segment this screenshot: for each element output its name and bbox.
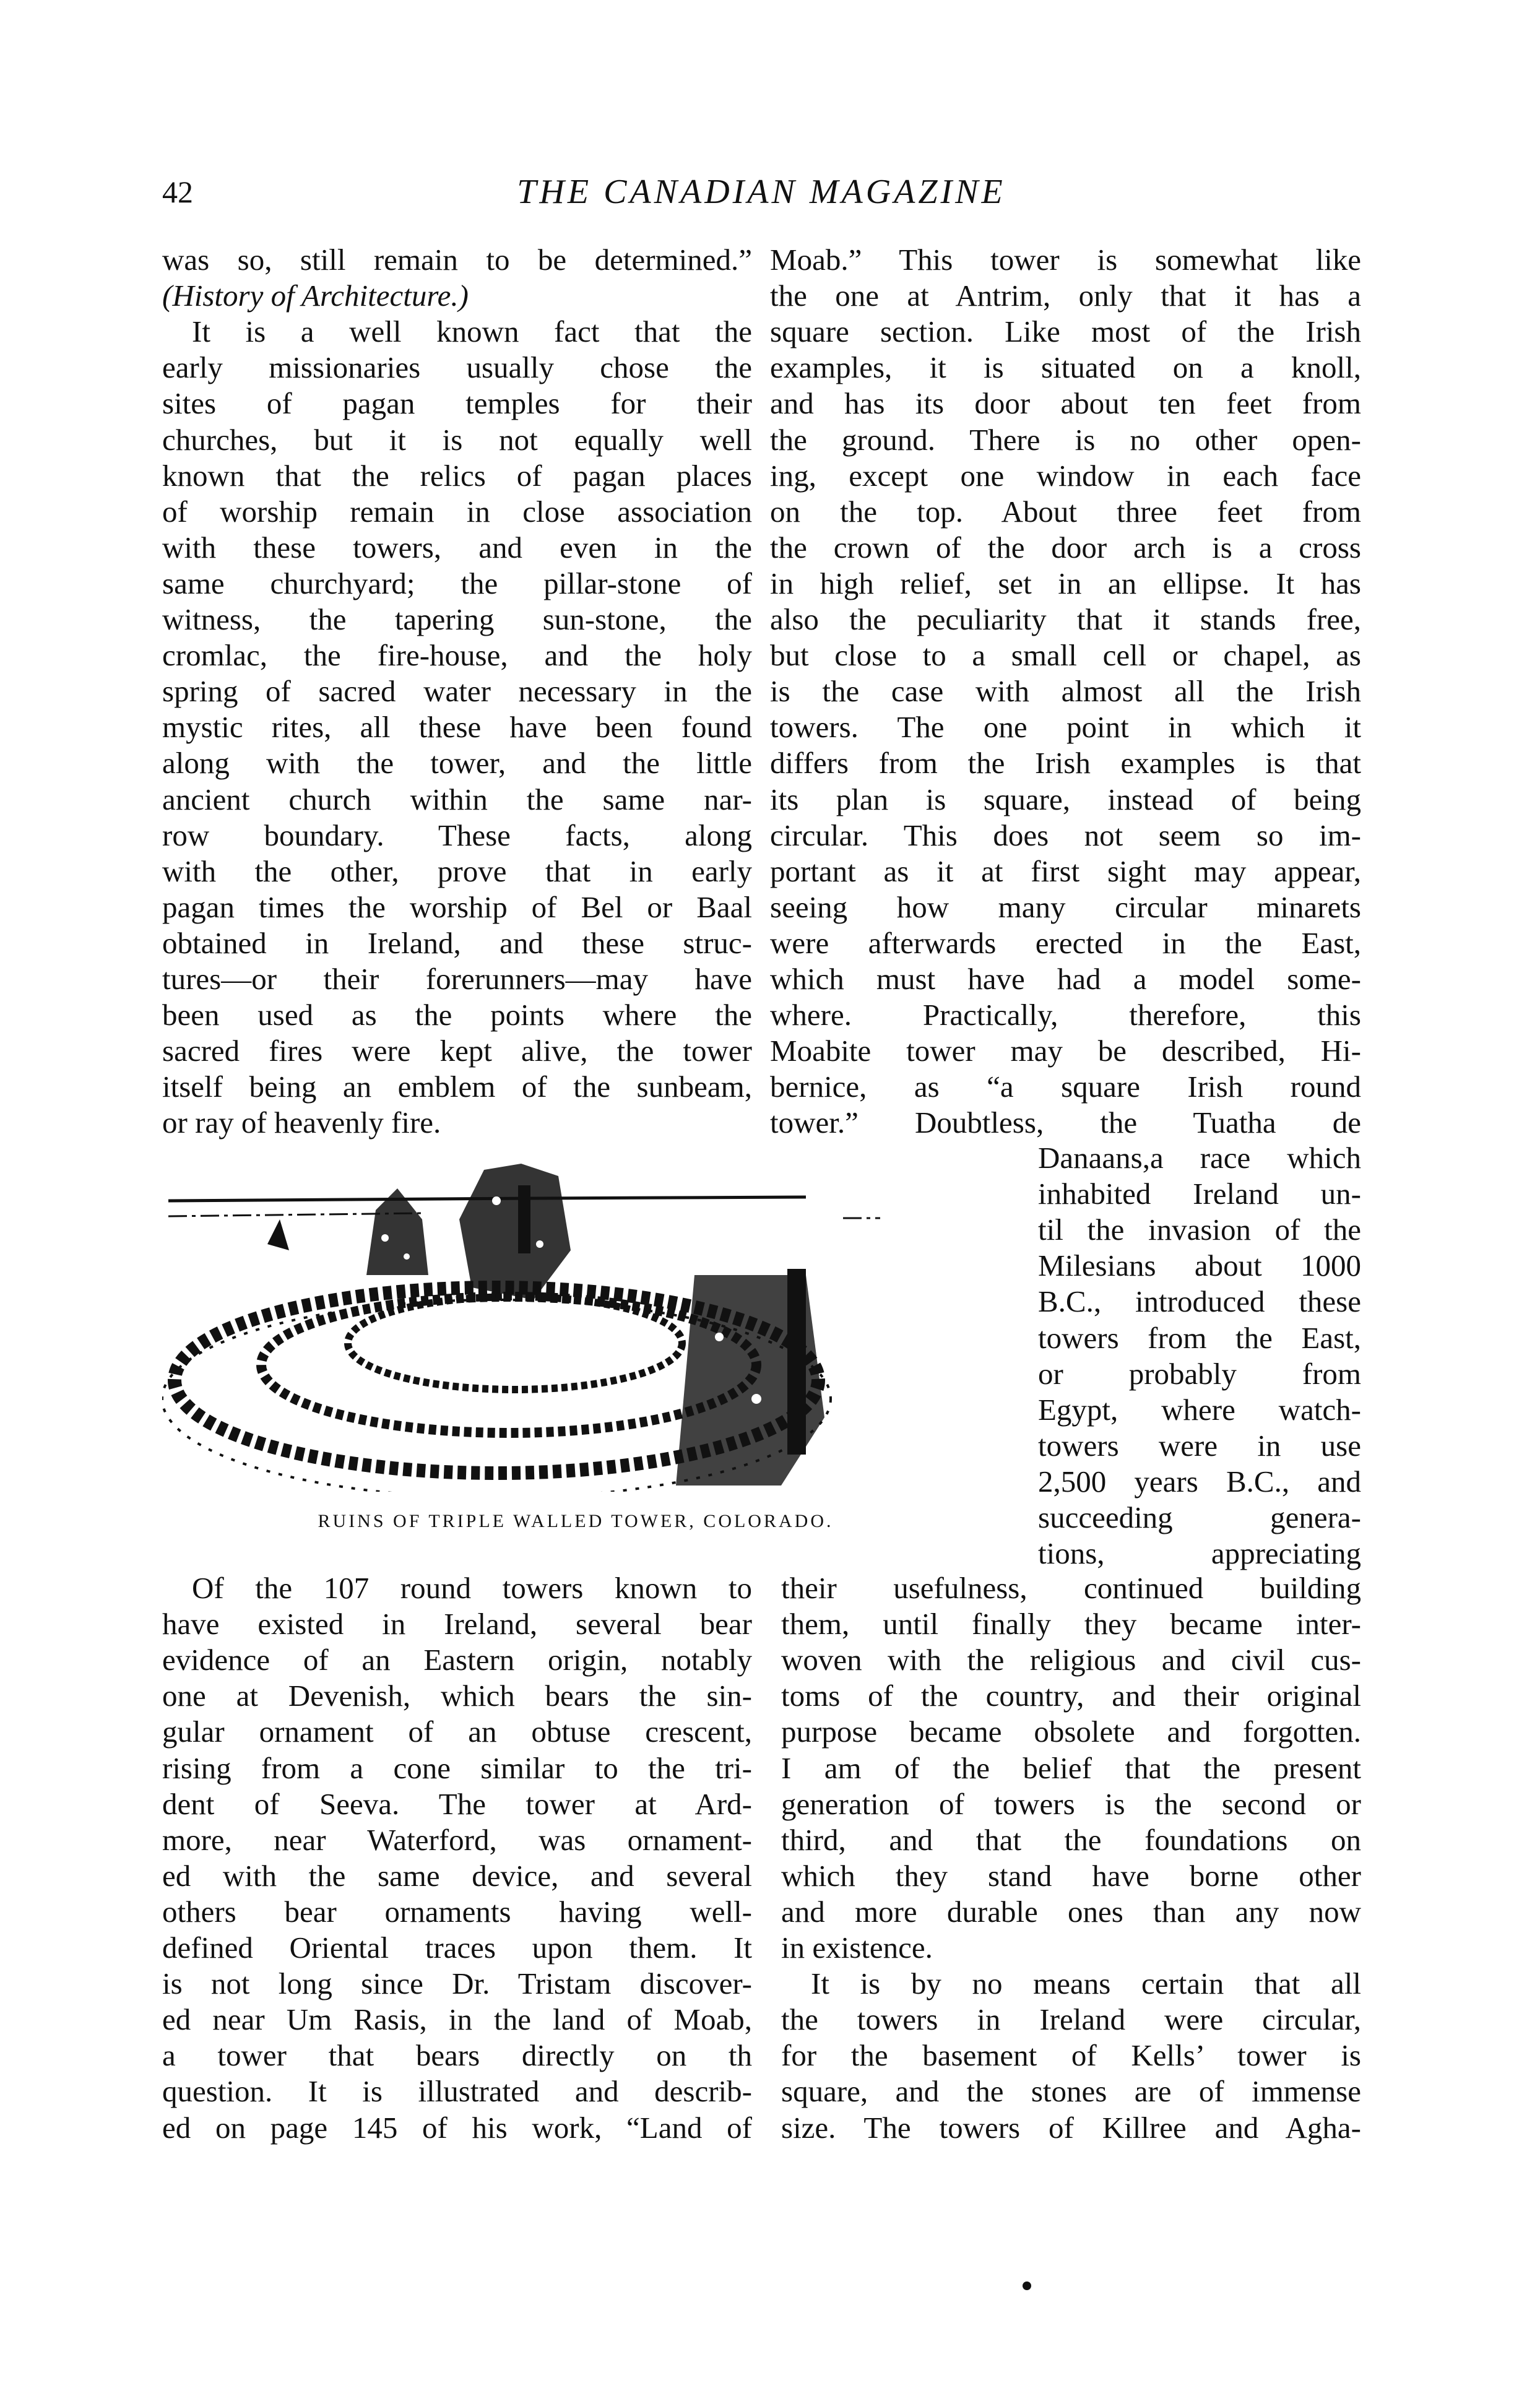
text-line: the ground. There is no other open- (770, 422, 1361, 457)
text-line: ancient church within the same nar- (162, 782, 752, 816)
text-line: the towers in Ireland were circular, (781, 2002, 1361, 2037)
text-line: is the case with almost all the Irish (770, 674, 1361, 709)
text-line: others bear ornaments having well- (162, 1894, 752, 1929)
text-line: its plan is square, instead of being (770, 782, 1361, 816)
text-line: been used as the points where the (162, 998, 752, 1032)
text-line: inhabited Ireland un- (1038, 1177, 1361, 1211)
text-line: where. Practically, therefore, this (770, 998, 1361, 1032)
text-line: Danaans,a race which (1038, 1141, 1361, 1175)
text-line: defined Oriental traces upon them. It (162, 1931, 752, 1965)
text-line: Egypt, where watch- (1038, 1392, 1361, 1427)
text-line: sacred fires were kept alive, the tower (162, 1034, 752, 1068)
text-line: row boundary. These facts, along (162, 818, 752, 852)
text-line: were afterwards erected in the East, (770, 925, 1361, 960)
text-line: evidence of an Eastern origin, notably (162, 1643, 752, 1677)
text-line: (History of Architecture.) (162, 279, 469, 313)
text-line: 2,500 years B.C., and (1038, 1464, 1361, 1499)
text-line: obtained in Ireland, and these struc- (162, 925, 752, 960)
text-line: generation of towers is the second or (781, 1786, 1361, 1821)
text-line: I am of the belief that the present (781, 1750, 1361, 1785)
text-line: towers were in use (1038, 1428, 1361, 1463)
page-number: 42 (162, 175, 193, 209)
text-line: question. It is illustrated and describ- (162, 2074, 752, 2109)
text-line: with the other, prove that in early (162, 854, 752, 888)
text-line: towers. The one point in which it (770, 710, 1361, 745)
text-line: tions, appreciating (1038, 1536, 1361, 1571)
text-line: which must have had a model some- (770, 962, 1361, 996)
text-line: circular. This does not seem so im- (770, 818, 1361, 852)
text-line: toms of the country, and their original (781, 1679, 1361, 1713)
figure-caption: RUINS OF TRIPLE WALLED TOWER, COLORADO. (318, 1511, 834, 1531)
text-line: on the top. About three feet from (770, 494, 1361, 529)
text-line: one at Devenish, which bears the sin- (162, 1679, 752, 1713)
text-line: tures—or their forerunners—may have (162, 962, 752, 996)
text-line: purpose became obsolete and forgotten. (781, 1715, 1361, 1749)
text-line: with these towers, and even in the (162, 530, 752, 564)
text-line: ing, except one window in each face (770, 458, 1361, 493)
text-line: for the basement of Kells’ tower is (781, 2038, 1361, 2073)
text-line: the crown of the door arch is a cross (770, 530, 1361, 564)
text-line: tower.” Doubtless, the Tuatha de (770, 1105, 1361, 1140)
text-line: dent of Seeva. The tower at Ard- (162, 1786, 752, 1821)
text-line: ed with the same device, and several (162, 1858, 752, 1893)
tower-ruins-illustration (162, 1151, 1029, 1492)
text-line: third, and that the foundations on (781, 1822, 1361, 1857)
text-line: known that the relics of pagan places (162, 458, 752, 493)
text-line: sites of pagan temples for their (162, 386, 752, 421)
text-line: ed on page 145 of his work, “Land of (162, 2110, 752, 2145)
text-line: or ray of heavenly fire. (162, 1105, 441, 1140)
text-line: ed near Um Rasis, in the land of Moab, (162, 2002, 752, 2037)
text-line: B.C., introduced these (1038, 1284, 1361, 1319)
text-line: pagan times the worship of Bel or Baal (162, 889, 752, 924)
text-line: itself being an emblem of the sunbeam, (162, 1070, 752, 1104)
text-line: and more durable ones than any now (781, 1894, 1361, 1929)
text-line: of worship remain in close association (162, 494, 752, 529)
text-line: It is by no means certain that all (811, 1966, 1361, 2001)
text-line: their usefulness, continued building (781, 1571, 1361, 1605)
text-line: differs from the Irish examples is that (770, 746, 1361, 781)
text-line: along with the tower, and the little (162, 746, 752, 781)
text-line: rising from a cone similar to the tri- (162, 1750, 752, 1785)
text-line: was so, still remain to be determined.” (162, 243, 752, 277)
text-line: square section. Like most of the Irish (770, 314, 1361, 349)
text-line: gular ornament of an obtuse crescent, (162, 1715, 752, 1749)
text-line: towers from the East, (1038, 1320, 1361, 1355)
text-line: Moab.” This tower is somewhat like (770, 243, 1361, 277)
text-line: in high relief, set in an ellipse. It has (770, 566, 1361, 600)
text-line: size. The towers of Killree and Agha- (781, 2110, 1361, 2145)
text-line: which they stand have borne other (781, 1858, 1361, 1893)
text-line: churches, but it is not equally well (162, 422, 752, 457)
text-line: spring of sacred water necessary in the (162, 674, 752, 709)
text-line: more, near Waterford, was ornament- (162, 1822, 752, 1857)
text-line: It is a well known fact that the (192, 314, 752, 349)
text-line: them, until finally they became inter- (781, 1607, 1361, 1641)
text-line: have existed in Ireland, several bear (162, 1607, 752, 1641)
text-line: Milesians about 1000 (1038, 1248, 1361, 1283)
text-line: but close to a small cell or chapel, as (770, 638, 1361, 673)
text-line: portant as it at first sight may appear, (770, 854, 1361, 888)
text-line: the one at Antrim, only that it has a (770, 279, 1361, 313)
text-line: woven with the religious and civil cus- (781, 1643, 1361, 1677)
text-line: is not long since Dr. Tristam discover- (162, 1966, 752, 2001)
text-line: Of the 107 round towers known to (192, 1571, 752, 1605)
text-line: cromlac, the fire-house, and the holy (162, 638, 752, 673)
text-line: square, and the stones are of immense (781, 2074, 1361, 2109)
text-line: bernice, as “a square Irish round (770, 1070, 1361, 1104)
text-line: and has its door about ten feet from (770, 386, 1361, 421)
text-line: examples, it is situated on a knoll, (770, 350, 1361, 385)
text-line: in existence. (781, 1931, 933, 1965)
text-line: early missionaries usually chose the (162, 350, 752, 385)
text-line: or probably from (1038, 1356, 1361, 1391)
text-line: til the invasion of the (1038, 1213, 1361, 1247)
text-line: mystic rites, all these have been found (162, 710, 752, 745)
text-line: witness, the tapering sun-stone, the (162, 602, 752, 636)
page-mark-dot (1023, 2281, 1031, 2290)
text-line: succeeding genera- (1038, 1500, 1361, 1534)
text-line: a tower that bears directly on th (162, 2038, 752, 2073)
text-line: seeing how many circular minarets (770, 889, 1361, 924)
text-line: also the peculiarity that it stands free, (770, 602, 1361, 636)
running-header-title: THE CANADIAN MAGAZINE (517, 173, 1006, 211)
text-line: Moabite tower may be described, Hi- (770, 1034, 1361, 1068)
text-line: same churchyard; the pillar-stone of (162, 566, 752, 600)
